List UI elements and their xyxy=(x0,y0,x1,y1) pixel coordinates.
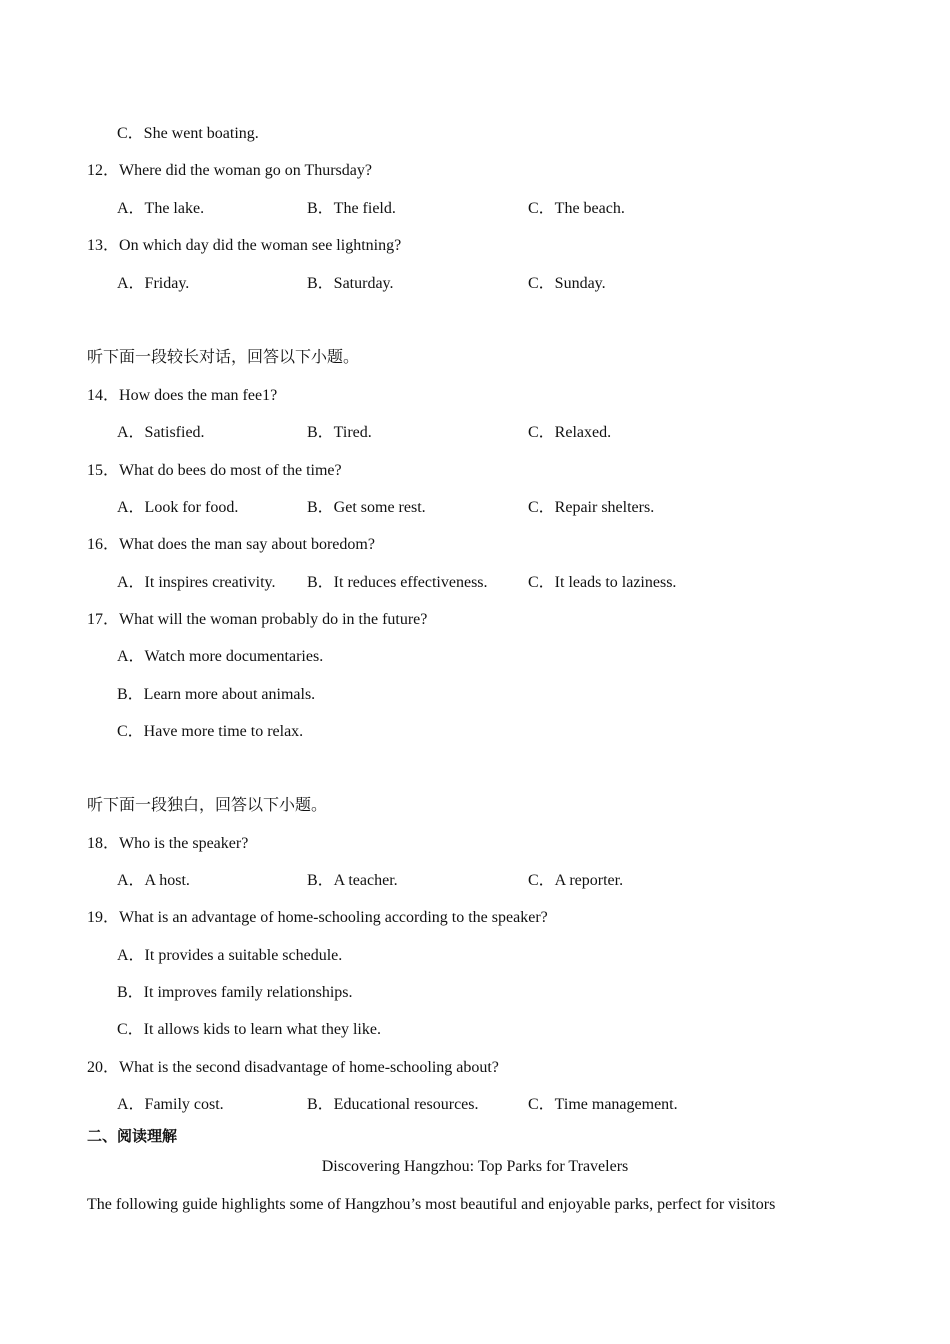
option-b: B．A teacher. xyxy=(307,872,398,889)
question-text: What do bees do most of the time? xyxy=(119,462,342,479)
question-number: 13． xyxy=(87,237,120,254)
option-a: A．Satisfied. xyxy=(117,424,205,441)
question-13 xyxy=(87,236,401,256)
option-a: A．The lake. xyxy=(117,200,205,217)
monologue-instruction: 听下面一段独白，回答以下小题。 xyxy=(87,797,328,814)
option-b: B．Saturday. xyxy=(307,275,394,292)
question-18 xyxy=(87,834,248,854)
option-c: C．It leads to laziness. xyxy=(528,574,677,591)
question-text: What will the woman probably do in the future? xyxy=(119,611,428,628)
question-20 xyxy=(87,1058,499,1078)
option-b: B．It reduces effectiveness. xyxy=(307,574,488,591)
option-c: C．Time management. xyxy=(528,1096,678,1113)
option-c: C．Have more time to relax. xyxy=(117,723,304,740)
option-c: C．Sunday. xyxy=(528,275,606,292)
option-b: B．It improves family relationships. xyxy=(117,984,353,1001)
option-c: C．A reporter. xyxy=(528,872,624,889)
dialogue-instruction: 听下面一段较长对话，回答以下小题。 xyxy=(87,349,360,366)
option-a: A．Family cost. xyxy=(117,1096,224,1113)
option-b: B．Tired. xyxy=(307,424,372,441)
passage-title: Discovering Hangzhou: Top Parks for Travelers xyxy=(321,1158,629,1175)
section-heading: 二、阅读理解 xyxy=(87,1127,178,1145)
question-number: 19． xyxy=(87,909,120,926)
question-text: How does the man fee1? xyxy=(119,387,278,404)
option-a: A．Look for food. xyxy=(117,499,239,516)
option-c: C．Relaxed. xyxy=(528,424,612,441)
question-number: 17． xyxy=(87,611,120,628)
question-number: 16． xyxy=(87,536,120,553)
option-c: C．Repair shelters. xyxy=(528,499,655,516)
question-text: What is the second disadvantage of home-schooling about? xyxy=(119,1059,499,1076)
option-c-previous: C．She went boating. xyxy=(117,125,259,142)
option-b: B．Educational resources. xyxy=(307,1096,479,1113)
question-17 xyxy=(87,610,427,630)
option-b: B．The field. xyxy=(307,200,396,217)
option-a: A．It provides a suitable schedule. xyxy=(117,947,343,964)
question-text: What is an advantage of home-schooling according to the speaker? xyxy=(119,909,548,926)
option-a: A．A host. xyxy=(117,872,190,889)
option-c: C．It allows kids to learn what they like. xyxy=(117,1021,381,1038)
question-text: Who is the speaker? xyxy=(119,835,249,852)
question-15 xyxy=(87,461,342,481)
question-12 xyxy=(87,161,372,181)
option-a: A．Watch more documentaries. xyxy=(117,648,324,665)
question-text: Where did the woman go on Thursday? xyxy=(119,162,372,179)
question-number: 12． xyxy=(87,162,120,179)
question-19 xyxy=(87,908,548,928)
question-14 xyxy=(87,386,277,406)
question-text: What does the man say about boredom? xyxy=(119,536,375,553)
option-b: B．Get some rest. xyxy=(307,499,426,516)
question-16 xyxy=(87,535,375,555)
question-number: 15． xyxy=(87,462,120,479)
question-number: 20． xyxy=(87,1059,120,1076)
question-number: 18． xyxy=(87,835,120,852)
option-b: B．Learn more about animals. xyxy=(117,686,316,703)
question-text: On which day did the woman see lightning? xyxy=(119,237,402,254)
question-number: 14． xyxy=(87,387,120,404)
option-a: A．Friday. xyxy=(117,275,190,292)
option-c: C．The beach. xyxy=(528,200,625,217)
passage-paragraph: The following guide highlights some of Hangzhou’s most beautiful and enjoyable parks, perfect for visitors xyxy=(87,1196,776,1213)
option-a: A．It inspires creativity. xyxy=(117,574,276,591)
